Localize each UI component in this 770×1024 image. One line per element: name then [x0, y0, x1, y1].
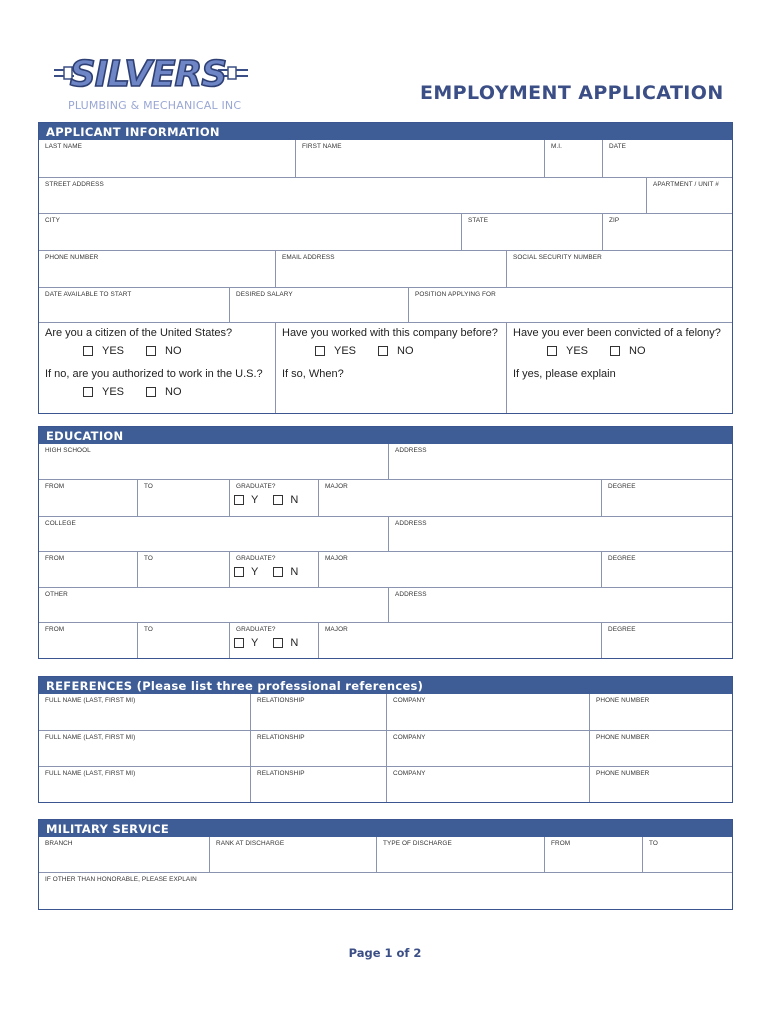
references-section: [38, 676, 733, 803]
college-from-field[interactable]: FROM: [45, 555, 65, 562]
worked-yes-checkbox[interactable]: YES: [315, 345, 356, 357]
city-field[interactable]: CITY: [45, 217, 60, 224]
document-title: EMPLOYMENT APPLICATION: [420, 82, 724, 104]
education-section: [38, 426, 733, 659]
phone-field[interactable]: PHONE NUMBER: [45, 254, 99, 261]
state-field[interactable]: STATE: [461, 214, 602, 250]
reference-2-phone-field[interactable]: PHONE NUMBER: [589, 731, 732, 766]
reference-1-phone-field[interactable]: PHONE NUMBER: [589, 694, 732, 730]
college-field[interactable]: COLLEGE: [45, 520, 76, 527]
citizen-yes-checkbox[interactable]: YES: [83, 345, 124, 357]
other-graduate-n-checkbox[interactable]: N: [273, 637, 298, 649]
date-available-field[interactable]: DATE AVAILABLE TO START: [45, 291, 132, 298]
rank-at-discharge-field[interactable]: RANK AT DISCHARGE: [209, 837, 376, 872]
middle-initial-field[interactable]: M.I.: [544, 140, 602, 177]
other-graduate: GRADUATE? Y N: [229, 623, 318, 658]
zip-field[interactable]: ZIP: [602, 214, 732, 250]
college-address-field[interactable]: ADDRESS: [388, 517, 732, 551]
position-field[interactable]: POSITION APPLYING FOR: [408, 288, 732, 322]
logo-subtitle: PLUMBING & MECHANICAL INC: [68, 99, 242, 112]
other-address-field[interactable]: ADDRESS: [388, 588, 732, 622]
worked-before-question: Have you worked with this company before? YES NO If so, When?: [275, 323, 506, 413]
other-from-field[interactable]: FROM: [45, 626, 65, 633]
high-school-from-field[interactable]: FROM: [45, 483, 65, 490]
date-field[interactable]: DATE: [602, 140, 732, 177]
college-graduate-y-checkbox[interactable]: Y: [234, 566, 258, 578]
logo-text: SILVERS: [69, 54, 227, 95]
college-graduate-n-checkbox[interactable]: N: [273, 566, 298, 578]
apartment-field[interactable]: APARTMENT / UNIT #: [646, 178, 732, 213]
section-heading: REFERENCES (Please list three professional references): [39, 677, 732, 694]
military-service-section: [38, 819, 733, 910]
felony-explain-field[interactable]: If yes, please explain: [513, 368, 616, 380]
type-of-discharge-field[interactable]: TYPE OF DISCHARGE: [376, 837, 544, 872]
reference-2-company-field[interactable]: COMPANY: [386, 731, 589, 766]
ssn-field[interactable]: SOCIAL SECURITY NUMBER: [506, 251, 732, 287]
high-school-address-field[interactable]: ADDRESS: [388, 444, 732, 479]
reference-1-name-field[interactable]: FULL NAME (LAST, FIRST MI): [45, 697, 136, 704]
reference-2-relationship-field[interactable]: RELATIONSHIP: [250, 731, 386, 766]
other-school-field[interactable]: OTHER: [45, 591, 68, 598]
felony-yes-checkbox[interactable]: YES: [547, 345, 588, 357]
section-heading: EDUCATION: [39, 427, 732, 444]
high-school-graduate-n-checkbox[interactable]: N: [273, 494, 298, 506]
reference-1-company-field[interactable]: COMPANY: [386, 694, 589, 730]
reference-3-phone-field[interactable]: PHONE NUMBER: [589, 767, 732, 802]
section-heading: MILITARY SERVICE: [39, 820, 732, 837]
high-school-field[interactable]: HIGH SCHOOL: [45, 447, 91, 454]
high-school-major-field[interactable]: MAJOR: [318, 480, 601, 516]
high-school-graduate: GRADUATE? Y N: [229, 480, 318, 516]
first-name-field[interactable]: FIRST NAME: [295, 140, 544, 177]
page-number: Page 1 of 2: [348, 946, 422, 960]
reference-2-name-field[interactable]: FULL NAME (LAST, FIRST MI): [45, 734, 136, 741]
worked-no-checkbox[interactable]: NO: [378, 345, 414, 357]
street-address-field[interactable]: STREET ADDRESS: [45, 181, 104, 188]
other-graduate-y-checkbox[interactable]: Y: [234, 637, 258, 649]
high-school-to-field[interactable]: TO: [137, 480, 229, 516]
military-from-field[interactable]: FROM: [544, 837, 642, 872]
citizen-question: Are you a citizen of the United States? YES NO If no, are you authorized to work in the U.S.? YES NO: [45, 327, 263, 398]
when-field[interactable]: If so, When?: [282, 368, 344, 380]
last-name-field[interactable]: LAST NAME: [45, 143, 83, 150]
reference-3-name-field[interactable]: FULL NAME (LAST, FIRST MI): [45, 770, 136, 777]
military-to-field[interactable]: TO: [642, 837, 732, 872]
other-major-field[interactable]: MAJOR: [318, 623, 601, 658]
desired-salary-field[interactable]: DESIRED SALARY: [229, 288, 408, 322]
reference-3-relationship-field[interactable]: RELATIONSHIP: [250, 767, 386, 802]
discharge-explain-field[interactable]: IF OTHER THAN HONORABLE, PLEASE EXPLAIN: [45, 876, 197, 883]
branch-field[interactable]: BRANCH: [45, 840, 73, 847]
reference-3-company-field[interactable]: COMPANY: [386, 767, 589, 802]
authorized-yes-checkbox[interactable]: YES: [83, 386, 124, 398]
college-major-field[interactable]: MAJOR: [318, 552, 601, 587]
applicant-information-section: [38, 122, 733, 414]
felony-no-checkbox[interactable]: NO: [610, 345, 646, 357]
high-school-graduate-y-checkbox[interactable]: Y: [234, 494, 258, 506]
email-field[interactable]: EMAIL ADDRESS: [275, 251, 506, 287]
other-to-field[interactable]: TO: [137, 623, 229, 658]
felony-question: Have you ever been convicted of a felony? YES NO If yes, please explain: [506, 323, 732, 413]
college-graduate: GRADUATE? Y N: [229, 552, 318, 587]
college-degree-field[interactable]: DEGREE: [601, 552, 732, 587]
section-heading: APPLICANT INFORMATION: [39, 123, 732, 140]
high-school-degree-field[interactable]: DEGREE: [601, 480, 732, 516]
reference-1-relationship-field[interactable]: RELATIONSHIP: [250, 694, 386, 730]
other-degree-field[interactable]: DEGREE: [601, 623, 732, 658]
college-to-field[interactable]: TO: [137, 552, 229, 587]
authorized-no-checkbox[interactable]: NO: [146, 386, 182, 398]
citizen-no-checkbox[interactable]: NO: [146, 345, 182, 357]
